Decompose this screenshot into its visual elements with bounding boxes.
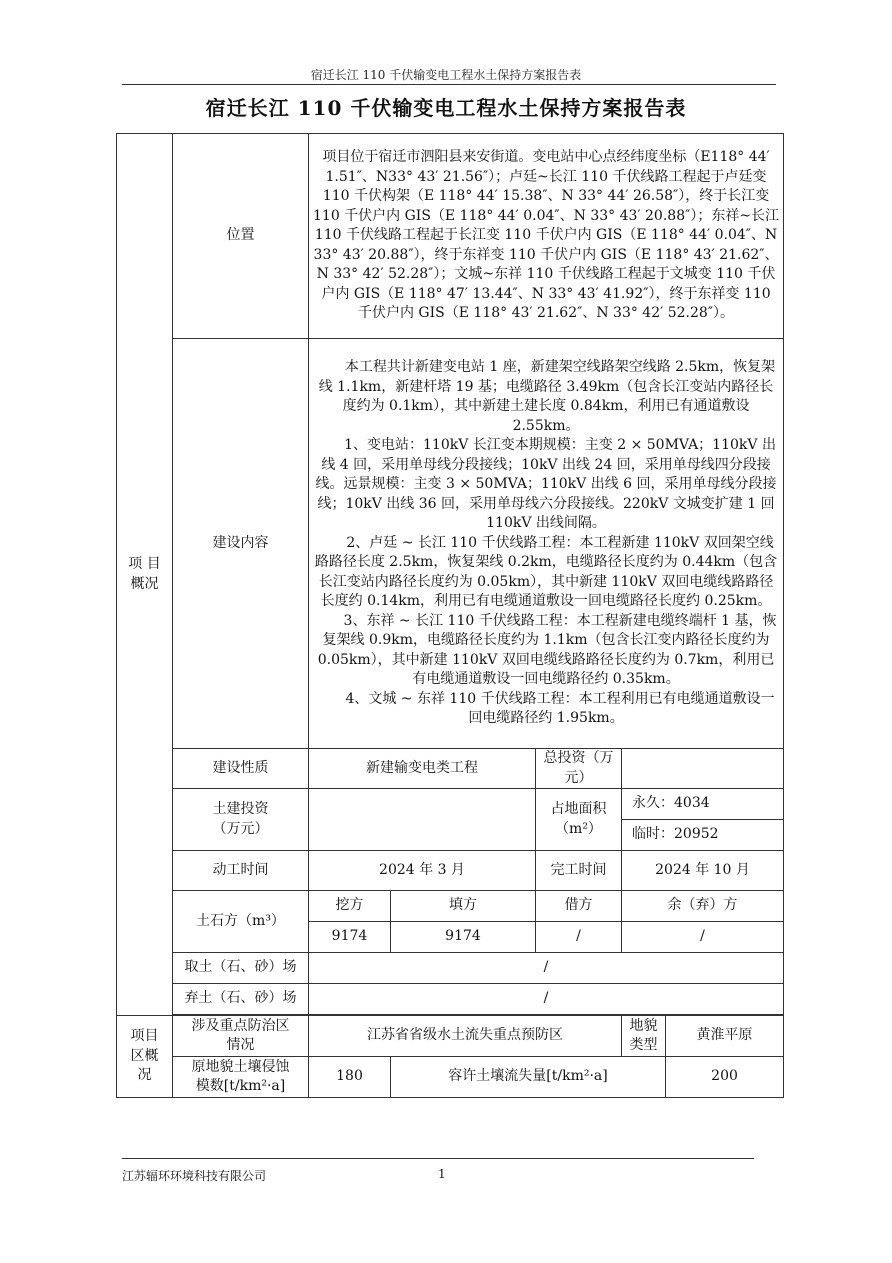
land-temporary-value: 临时：20952 [622, 820, 784, 851]
spoil-site-label: 弃土（石、砂）场 [173, 984, 309, 1015]
excavation-header: 挖方 [309, 891, 391, 922]
allowable-loss-label: 容许土壤流失量[t/km²·a] [391, 1057, 666, 1098]
civil-investment-value [309, 789, 536, 851]
start-time-label: 动工时间 [173, 851, 309, 891]
construction-label: 建设内容 [173, 339, 309, 749]
earthwork-label: 土石方（m³） [173, 891, 309, 953]
borrow-value: / [536, 922, 622, 953]
borrow-site-label: 取土（石、砂）场 [173, 953, 309, 984]
borrow-header: 借方 [536, 891, 622, 922]
construction-paragraph: 1、变电站：110kV 长江变本期规模：主变 2 × 50MVA；110kV 出线 4 回，采用单母线分段接线；10kV 出线 24 回，采用单母线四分段接线。远景规模：主变 3 × 50MVA；110kV 出线 6 回，采用单母线分段接线；10kV 出线 36 回，采用单母线六分段接线。220kV 文城变扩建 1 回 110kV 出线间隔。 [315, 437, 777, 532]
erosion-row [117, 1057, 784, 1098]
construction-paragraph: 3、东祥 ~ 长江 110 千伏线路工程：本工程新建电缆终端杆 1 基，恢复架线 0.9km，电缆路径长度约为 1.1km（包含长江变内路径长度约为 0.05km），其中新建 110kV 双回电缆线路路径长度约为 0.7km，利用已有电缆通道敷设一回电缆路径约 0.35km。 [317, 612, 777, 688]
running-header: 宿迁长江 110 千伏输变电工程水土保持方案报告表 [310, 68, 582, 82]
borrow-site-value: / [309, 953, 784, 984]
spoil-site-row [117, 984, 784, 1015]
construction-row [117, 339, 784, 749]
borrow-site-row [117, 953, 784, 984]
location-label: 位置 [173, 134, 309, 339]
page-number: 1 [438, 1167, 446, 1181]
key-zone-label: 涉及重点防治区 情况 [173, 1016, 309, 1057]
nature-value: 新建输变电类工程 [309, 749, 536, 789]
landform-value: 黄淮平原 [666, 1016, 784, 1057]
footer-company: 江苏辐环环境科技有限公司 [122, 1169, 267, 1183]
construction-paragraph: 4、文城 ~ 东祥 110 千伏线路工程：本工程利用已有电缆通道敷设一回电缆路径约 1.95km。 [345, 690, 775, 727]
land-area-label: 占地面积 （m²） [536, 789, 622, 851]
landform-label: 地貌 类型 [622, 1016, 666, 1057]
investment-row-1 [117, 789, 784, 820]
construction-paragraph: 本工程共计新建变电站 1 座，新建架空线路架空线路 2.5km，恢复架线 1.1km，新建杆塔 19 基；电缆路径 3.49km（包含长江变站内路径长度约为 0.1km），其中新建土建长度 0.84km，利用已有通道敷设 2.55km。 [318, 359, 776, 434]
area-overview-section-label: 项目 区概 况 [117, 1016, 173, 1098]
fill-value: 9174 [391, 922, 536, 953]
total-investment-label: 总投资（万元） [536, 749, 622, 789]
location-row [117, 134, 784, 339]
land-permanent-value: 永久：4034 [622, 789, 784, 820]
excavation-value: 9174 [309, 922, 391, 953]
key-zone-value: 江苏省省级水土流失重点预防区 [309, 1016, 622, 1057]
nature-row [117, 749, 784, 789]
location-paragraph: 项目位于宿迁市泗阳县来安街道。变电站中心点经纬度坐标（E118° 44′ 1.51″、N33° 43′ 21.56″）；卢廷~长江 110 千伏线路工程起于卢廷变 110 千伏构架（E 118° 44′ 15.38″、N 33° 44′ 26.58″），终于长江变 110 千伏户内 GIS（E 118° 44′ 0.04″、N 33° 43′ 20.88″）；东祥~长江 110 千伏线路工程起于长江变 110 千伏户内 GIS（E 118° 44′ 0.04″、N 33° 43′ 20.88″），终于东祥变 110 千伏户内 GIS（E 118° 43′ 21.62″、N 33° 42′ 52.28″）；文城~东祥 110 千伏线路工程起于文城变 110 千伏户内 GIS（E 118° 47′ 13.44″、N 33° 43′ 41.92″），终于东祥变 110 千伏户内 GIS（E 118° 43′ 21.62″、N 33° 42′ 52.28″）。 [313, 149, 780, 322]
earthwork-header-row [117, 891, 784, 922]
end-time-label: 完工时间 [536, 851, 622, 891]
erosion-modulus-label: 原地貌土壤侵蚀 模数[t/km²·a] [173, 1057, 309, 1098]
surplus-value: / [622, 922, 784, 953]
schedule-row [117, 851, 784, 891]
footer-divider [122, 1158, 754, 1159]
report-table [116, 133, 784, 1098]
total-investment-value [622, 749, 784, 789]
fill-header: 填方 [391, 891, 536, 922]
construction-paragraph: 2、卢廷 ~ 长江 110 千伏线路工程：本工程新建 110kV 双回架空线路路径长度 2.5km，恢复架线 0.2km，电缆路径长度约为 0.44km（包含长江变站内路径长度约为 0.05km），其中新建 110kV 双回电缆线路路径长度约 0.14km，利用已有电缆通道敷设一回电缆路径长度约 0.25km。 [314, 534, 778, 610]
erosion-modulus-value: 180 [309, 1057, 391, 1098]
nature-label: 建设性质 [173, 749, 309, 789]
start-time-value: 2024 年 3 月 [309, 851, 536, 891]
allowable-loss-value: 200 [666, 1057, 784, 1098]
header-divider [122, 84, 776, 85]
key-zone-row [117, 1016, 784, 1057]
project-overview-section-label: 项 目 概况 [117, 134, 173, 1016]
spoil-site-value: / [309, 984, 784, 1015]
location-text [309, 134, 784, 339]
end-time-value: 2024 年 10 月 [622, 851, 784, 891]
civil-investment-label: 土建投资 （万元） [173, 789, 309, 851]
surplus-header: 余（弃）方 [622, 891, 784, 922]
document-title: 宿迁长江 110 千伏输变电工程水土保持方案报告表 [205, 96, 687, 120]
construction-text [309, 339, 784, 749]
